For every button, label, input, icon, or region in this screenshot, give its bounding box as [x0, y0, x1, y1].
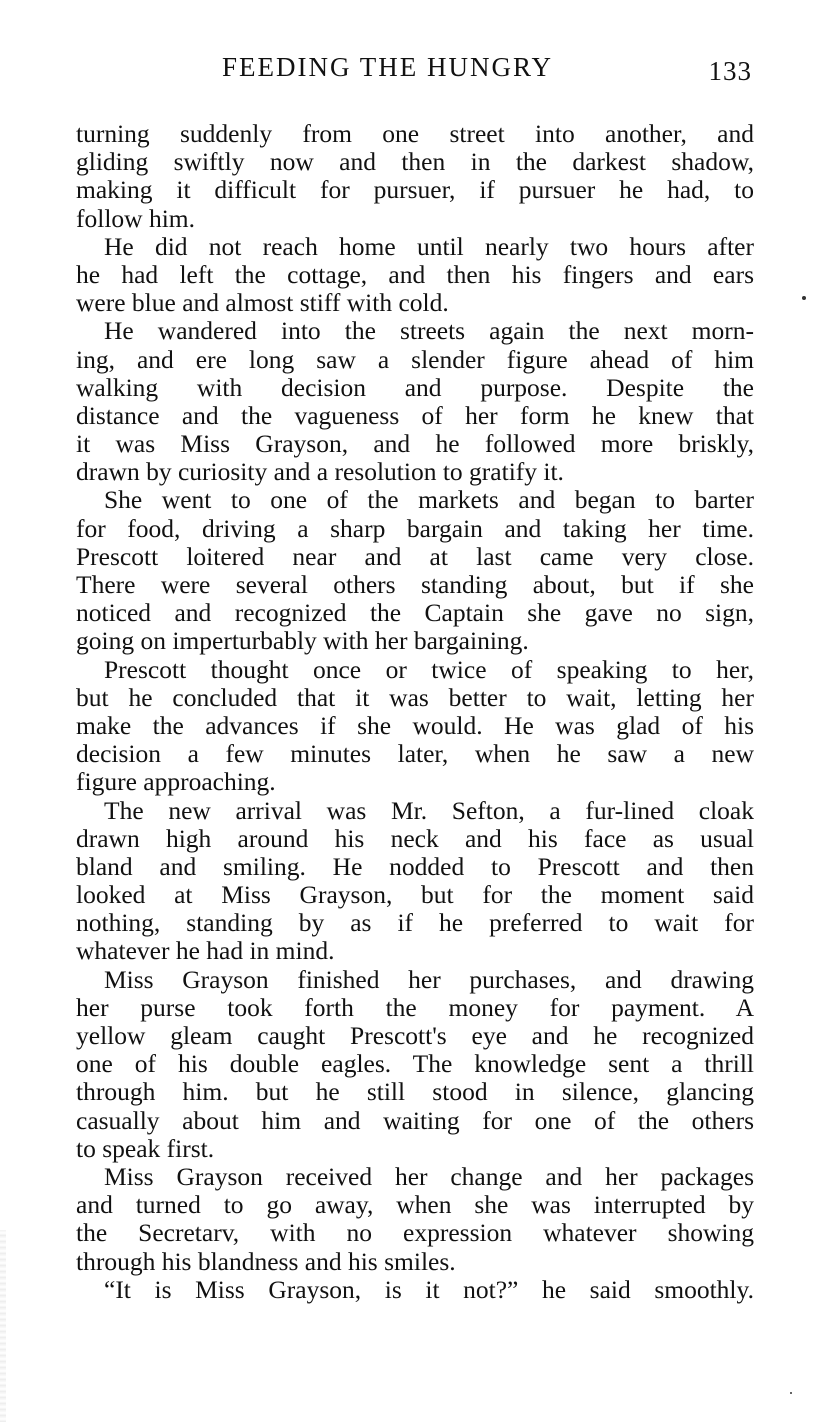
paragraph — [76, 1163, 754, 1276]
text-line: He wandered into the streets again the next morn- — [104, 316, 754, 346]
text-line: through him. but he still stood in silence, glancing — [76, 1077, 754, 1107]
scan-edge-artifact — [0, 1230, 6, 1422]
text-line: She went to one of the markets and began to barter — [104, 485, 754, 515]
text-line: yellow gleam caught Prescott's eye and he recognized — [76, 1021, 754, 1050]
text-line: looked at Miss Grayson, but for the moment said — [76, 880, 754, 910]
text-line: making it difficult for pursuer, if pursuer he had, to — [76, 175, 754, 205]
body-text — [76, 120, 754, 1304]
text-line: He did not reach home until nearly two hours after — [104, 231, 754, 261]
text-line: gliding swiftly now and then in the darkest shadow, — [76, 147, 754, 177]
text-line: were blue and almost stiff with cold. — [76, 288, 449, 318]
paragraph — [76, 797, 754, 966]
text-line: The new arrival was Mr. Sefton, a fur-lined cloak — [104, 795, 754, 825]
page-number: 133 — [708, 56, 752, 86]
text-line: make the advances if she would. He was glad of his — [76, 710, 754, 740]
text-line: noticed and recognized the Captain she gave no sign, — [76, 598, 754, 628]
scan-speck — [802, 296, 806, 300]
text-line: Prescott loitered near and at last came very close. — [76, 541, 754, 571]
text-line: drawn high around his neck and his face as usual — [76, 823, 754, 853]
paragraph — [76, 233, 754, 318]
running-title: FEEDING THE HUNGRY — [222, 52, 553, 82]
text-line: and turned to go away, when she was interrupted by — [76, 1190, 754, 1220]
text-line: but he concluded that it was better to wait, letting her — [76, 682, 754, 712]
text-line: drawn by curiosity and a resolution to gratify it. — [76, 457, 564, 487]
text-line: for food, driving a sharp bargain and taking her time. — [76, 513, 754, 543]
text-line: one of his double eagles. The knowledge sent a thrill — [76, 1049, 754, 1079]
text-line: going on imperturbably with her bargaining. — [76, 626, 529, 656]
text-line: bland and smiling. He nodded to Prescott and then — [76, 851, 754, 881]
text-line: figure approaching. — [76, 767, 276, 797]
text-line: to speak first. — [76, 1133, 215, 1163]
text-line: nothing, standing by as if he preferred to wait for — [76, 908, 754, 938]
text-line: the Secretarv, with no expression whatever showing — [76, 1218, 754, 1248]
text-line: “It is Miss Grayson, is it not?” he said smoothly. — [104, 1274, 754, 1304]
text-line: whatever he had in mind. — [76, 936, 335, 966]
text-line: it was Miss Grayson, and he followed more briskly, — [76, 429, 754, 459]
text-line: casually about him and waiting for one of the others — [76, 1105, 754, 1135]
running-header — [76, 52, 754, 92]
text-line: turning suddenly from one street into another, and — [76, 119, 754, 148]
text-line: her purse took forth the money for payment. A — [76, 992, 754, 1022]
text-line: There were several others standing about, but if she — [76, 570, 754, 599]
paragraph — [76, 486, 754, 655]
text-line: through his blandness and his smiles. — [76, 1246, 456, 1276]
text-line: Prescott thought once or twice of speaking to her, — [104, 654, 754, 684]
paragraph — [76, 656, 754, 797]
paragraph — [76, 317, 754, 486]
text-line: walking with decision and purpose. Despite the — [76, 372, 754, 402]
text-line: Miss Grayson received her change and her packages — [104, 1161, 754, 1191]
scan-speck — [790, 1392, 792, 1394]
text-line: follow him. — [76, 203, 195, 233]
paragraph — [76, 120, 754, 233]
text-line: he had left the cottage, and then his fingers and ears — [76, 259, 754, 289]
text-line: ing, and ere long saw a slender figure ahead of him — [76, 344, 754, 374]
text-line: Miss Grayson finished her purchases, and drawing — [104, 964, 754, 994]
text-line: distance and the vagueness of her form he knew that — [76, 400, 754, 430]
paragraph — [76, 966, 754, 1163]
paragraph — [76, 1276, 754, 1304]
text-line: decision a few minutes later, when he saw a new — [76, 739, 754, 769]
